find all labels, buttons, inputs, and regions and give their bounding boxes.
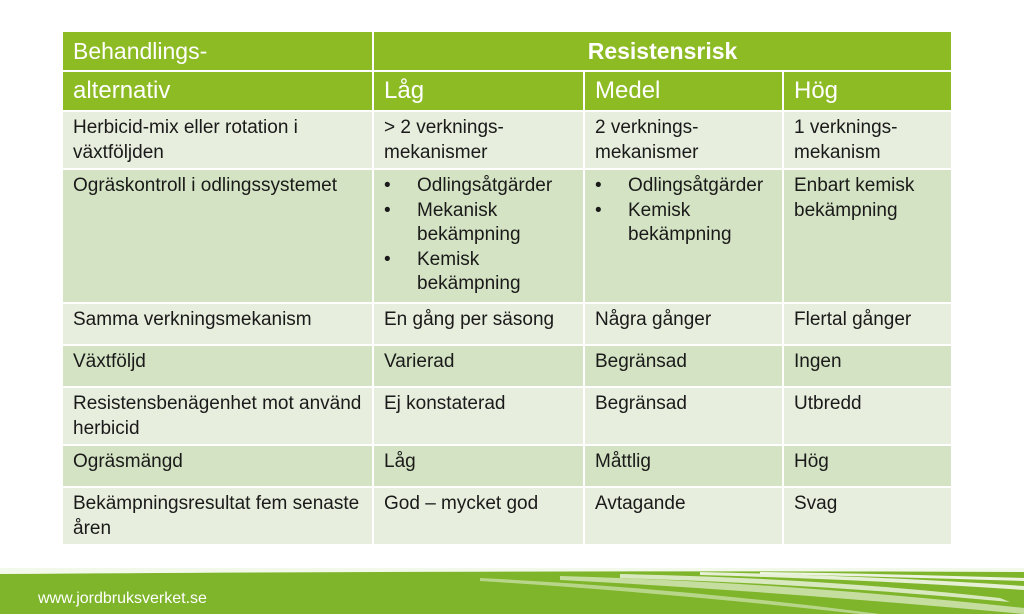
cell-medium: Några gånger (584, 303, 783, 345)
table-row (62, 111, 952, 169)
bullet-list (595, 174, 772, 248)
bullet-list (384, 174, 573, 297)
bullet-item: • Odlingsåtgärder (384, 174, 573, 199)
cell-medium: Begränsad (584, 345, 783, 387)
bullet-item: • Kemisk bekämpning (384, 248, 573, 297)
header-level-low: Låg (373, 71, 584, 111)
row-label: Ogräsmängd (62, 445, 373, 487)
cell-high: Ingen (783, 345, 952, 387)
table-row (62, 387, 952, 445)
row-label: Växtföljd (62, 345, 373, 387)
table-row (62, 169, 952, 303)
row-label: Bekämpningsresultat fem senaste åren (62, 487, 373, 545)
row-label: Herbicid-mix eller rotation i växtföljden (62, 111, 373, 169)
cell-medium: 2 verknings-mekanismer (584, 111, 783, 169)
cell-low: En gång per säsong (373, 303, 584, 345)
cell-medium (584, 169, 783, 303)
cell-low (373, 169, 584, 303)
cell-high: Enbart kemisk bekämpning (783, 169, 952, 303)
website-url: www.jordbruksverket.se (38, 590, 207, 607)
header-level-high: Hög (783, 71, 952, 111)
bullet-item: • Mekanisk bekämpning (384, 199, 573, 248)
header-treatment-line2: alternativ (62, 71, 373, 111)
header-row-1 (62, 31, 952, 71)
row-label: Resistensbenägenhet mot använd herbicid (62, 387, 373, 445)
resistance-risk-table (61, 30, 953, 546)
bullet-item: • Kemisk bekämpning (595, 199, 772, 248)
header-row-2 (62, 71, 952, 111)
cell-low: > 2 verknings-mekanismer (373, 111, 584, 169)
cell-high: Utbredd (783, 387, 952, 445)
cell-high: Hög (783, 445, 952, 487)
table-row (62, 303, 952, 345)
table-row (62, 445, 952, 487)
cell-low: Låg (373, 445, 584, 487)
header-treatment-line1: Behandlings- (62, 31, 373, 71)
cell-high: 1 verknings-mekanism (783, 111, 952, 169)
cell-medium: Begränsad (584, 387, 783, 445)
cell-high: Svag (783, 487, 952, 545)
cell-low: Ej konstaterad (373, 387, 584, 445)
table-row (62, 345, 952, 387)
cell-medium: Avtagande (584, 487, 783, 545)
header-level-medium: Medel (584, 71, 783, 111)
row-label: Ogräskontroll i odlingssystemet (62, 169, 373, 303)
cell-medium: Måttlig (584, 445, 783, 487)
cell-low: Varierad (373, 345, 584, 387)
cell-low: God – mycket god (373, 487, 584, 545)
bullet-item: • Odlingsåtgärder (595, 174, 772, 199)
header-resistance-risk: Resistensrisk (373, 31, 952, 71)
cell-high: Flertal gånger (783, 303, 952, 345)
table-row (62, 487, 952, 545)
row-label: Samma verkningsmekanism (62, 303, 373, 345)
